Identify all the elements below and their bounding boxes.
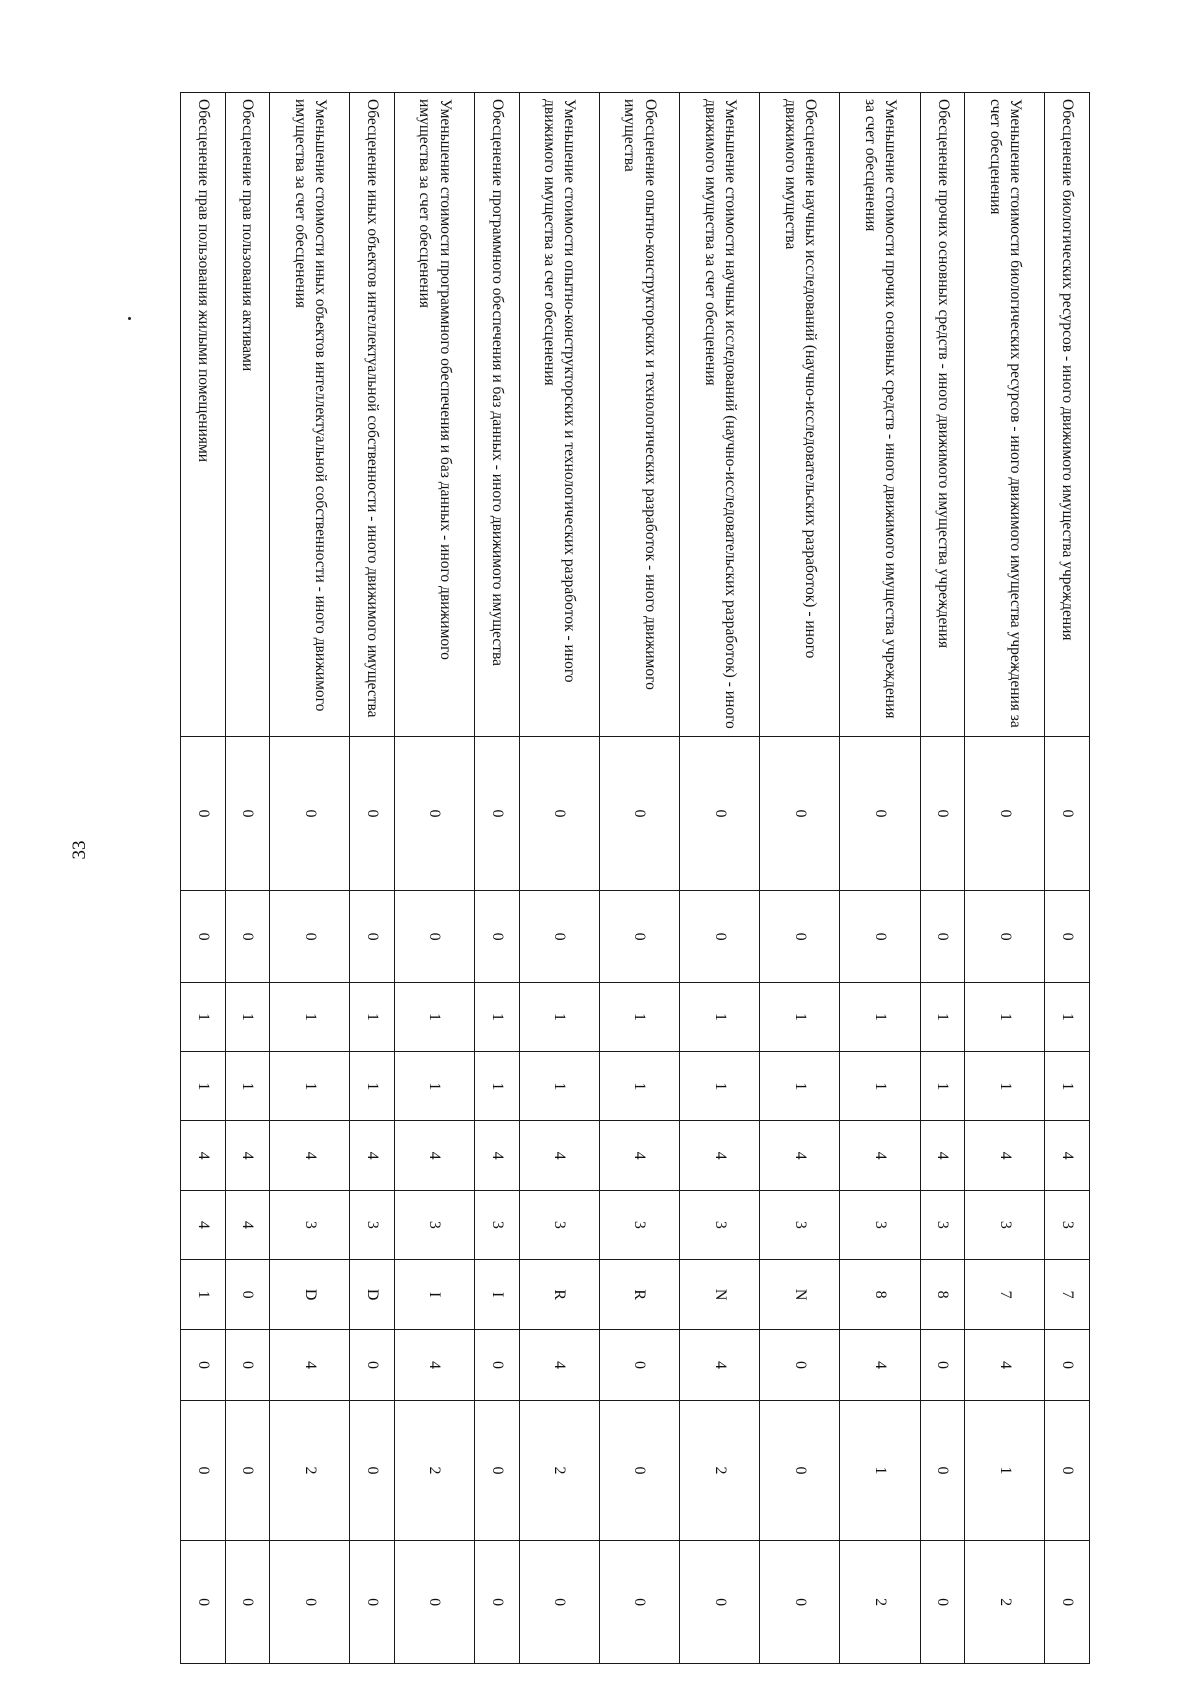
code-digit-8: 0 [350,1330,395,1400]
code-digit-9: 2 [519,1400,599,1541]
code-digit-2: 0 [965,891,1045,983]
code-digit-9: 0 [599,1400,679,1541]
code-digit-2: 0 [760,891,840,983]
code-digit-5: 4 [519,1121,599,1190]
account-description: Обесценение опытно-конструкторских и технологических разработок - иного движимого имущества [599,93,679,737]
code-digit-2: 0 [475,891,520,983]
code-digit-7: 8 [840,1259,920,1329]
code-digit-10: 0 [680,1541,760,1664]
table-row [475,93,520,1664]
table-row [1045,93,1090,1664]
code-digit-10: 2 [840,1541,920,1664]
code-digit-3: 1 [270,982,350,1051]
code-digit-8: 4 [270,1330,350,1400]
code-digit-10: 0 [1045,1541,1090,1664]
code-digit-6: 3 [519,1190,599,1259]
code-digit-9: 2 [680,1400,760,1541]
account-description: Уменьшение стоимости научных исследований (научно-исследовательских разработок) - иного движимого имущества за счет обесценения [680,93,760,737]
code-digit-9: 0 [475,1400,520,1541]
code-digit-5: 4 [840,1121,920,1190]
code-digit-3: 1 [1045,982,1090,1051]
code-digit-7: D [270,1259,350,1329]
table-row [394,93,474,1664]
code-digit-8: 4 [840,1330,920,1400]
code-digit-10: 0 [599,1541,679,1664]
code-digit-9: 0 [920,1400,965,1541]
code-digit-9: 0 [181,1400,226,1541]
code-digit-1: 0 [181,736,226,891]
table-row [270,93,350,1664]
account-description: Обесценение программного обеспечения и баз данных - иного движимого имущества [475,93,520,737]
page-number: 33 [69,840,90,860]
code-digit-10: 0 [760,1541,840,1664]
code-digit-2: 0 [519,891,599,983]
code-digit-7: 0 [225,1259,270,1329]
code-digit-3: 1 [350,982,395,1051]
code-digit-6: 3 [350,1190,395,1259]
code-digit-2: 0 [181,891,226,983]
code-digit-10: 0 [394,1541,474,1664]
rotated-table-wrapper [180,92,1090,1664]
code-digit-6: 3 [680,1190,760,1259]
code-digit-10: 0 [350,1541,395,1664]
code-digit-1: 0 [270,736,350,891]
table-row [965,93,1045,1664]
code-digit-2: 0 [1045,891,1090,983]
code-digit-6: 4 [181,1190,226,1259]
code-digit-8: 0 [225,1330,270,1400]
account-description: Уменьшение стоимости опытно-конструкторских и технологических разработок - иного движимого имущества за счет обесценения [519,93,599,737]
account-description: Уменьшение стоимости биологических ресурсов - иного движимого имущества учреждения за счет обесценения [965,93,1045,737]
table-row [680,93,760,1664]
code-digit-9: 0 [350,1400,395,1541]
code-digit-1: 0 [519,736,599,891]
code-digit-5: 4 [965,1121,1045,1190]
code-digit-10: 0 [519,1541,599,1664]
code-digit-4: 1 [181,1052,226,1121]
code-digit-8: 0 [181,1330,226,1400]
code-digit-5: 4 [1045,1121,1090,1190]
code-digit-9: 1 [840,1400,920,1541]
accounts-table [180,92,1090,1664]
code-digit-1: 0 [1045,736,1090,891]
code-digit-6: 3 [394,1190,474,1259]
table-row [225,93,270,1664]
code-digit-9: 0 [225,1400,270,1541]
account-description: Обесценение прочих основных средств - иного движимого имущества учреждения [920,93,965,737]
code-digit-4: 1 [840,1052,920,1121]
code-digit-2: 0 [840,891,920,983]
code-digit-7: D [350,1259,395,1329]
code-digit-1: 0 [475,736,520,891]
code-digit-5: 4 [181,1121,226,1190]
code-digit-3: 1 [519,982,599,1051]
code-digit-1: 0 [394,736,474,891]
code-digit-5: 4 [350,1121,395,1190]
code-digit-6: 3 [1045,1190,1090,1259]
code-digit-2: 0 [680,891,760,983]
code-digit-3: 1 [840,982,920,1051]
code-digit-9: 0 [760,1400,840,1541]
account-description: Обесценение научных исследований (научно-исследовательских разработок) - иного движимого имущества [760,93,840,737]
code-digit-8: 0 [1045,1330,1090,1400]
code-digit-10: 0 [270,1541,350,1664]
code-digit-3: 1 [599,982,679,1051]
table-body [181,93,1090,1664]
code-digit-4: 1 [599,1052,679,1121]
code-digit-5: 4 [270,1121,350,1190]
code-digit-8: 4 [965,1330,1045,1400]
code-digit-7: I [394,1259,474,1329]
code-digit-6: 3 [920,1190,965,1259]
table-row [519,93,599,1664]
table-row [350,93,395,1664]
code-digit-7: N [680,1259,760,1329]
table-row [760,93,840,1664]
code-digit-4: 1 [1045,1052,1090,1121]
code-digit-6: 3 [270,1190,350,1259]
code-digit-6: 3 [599,1190,679,1259]
code-digit-8: 4 [394,1330,474,1400]
account-description: Обесценение прав пользования жилыми помещениями [181,93,226,737]
table-row [840,93,920,1664]
code-digit-5: 4 [680,1121,760,1190]
code-digit-3: 1 [225,982,270,1051]
code-digit-3: 1 [181,982,226,1051]
code-digit-10: 0 [181,1541,226,1664]
code-digit-4: 1 [760,1052,840,1121]
code-digit-4: 1 [394,1052,474,1121]
code-digit-3: 1 [475,982,520,1051]
code-digit-2: 0 [920,891,965,983]
code-digit-5: 4 [225,1121,270,1190]
code-digit-4: 1 [475,1052,520,1121]
code-digit-10: 2 [965,1541,1045,1664]
account-description: Обесценение биологических ресурсов - иного движимого имущества учреждения [1045,93,1090,737]
code-digit-7: 7 [965,1259,1045,1329]
account-description: Уменьшение стоимости программного обеспечения и баз данных - иного движимого имущества за счет обесценения [394,93,474,737]
code-digit-5: 4 [760,1121,840,1190]
code-digit-2: 0 [350,891,395,983]
code-digit-5: 4 [599,1121,679,1190]
code-digit-1: 0 [680,736,760,891]
account-description: Обесценение прав пользования активами [225,93,270,737]
code-digit-7: 7 [1045,1259,1090,1329]
code-digit-4: 1 [225,1052,270,1121]
code-digit-2: 0 [394,891,474,983]
account-description: Уменьшение стоимости иных объектов интеллектуальной собственности - иного движимого имущества за счет обесценения [270,93,350,737]
code-digit-6: 3 [840,1190,920,1259]
code-digit-1: 0 [225,736,270,891]
table-row [920,93,965,1664]
code-digit-8: 4 [680,1330,760,1400]
code-digit-3: 1 [394,982,474,1051]
code-digit-6: 4 [225,1190,270,1259]
code-digit-10: 0 [920,1541,965,1664]
table-row [181,93,226,1664]
code-digit-3: 1 [965,982,1045,1051]
code-digit-2: 0 [225,891,270,983]
code-digit-7: 8 [920,1259,965,1329]
code-digit-8: 4 [519,1330,599,1400]
code-digit-1: 0 [840,736,920,891]
code-digit-4: 1 [680,1052,760,1121]
code-digit-1: 0 [350,736,395,891]
table-row [599,93,679,1664]
code-digit-7: 1 [181,1259,226,1329]
code-digit-9: 2 [270,1400,350,1541]
code-digit-1: 0 [760,736,840,891]
code-digit-10: 0 [225,1541,270,1664]
code-digit-8: 0 [760,1330,840,1400]
code-digit-4: 1 [270,1052,350,1121]
account-description: Обесценение иных объектов интеллектуальной собственности - иного движимого имущества [350,93,395,737]
code-digit-3: 1 [680,982,760,1051]
code-digit-2: 0 [599,891,679,983]
code-digit-5: 4 [920,1121,965,1190]
code-digit-7: I [475,1259,520,1329]
code-digit-2: 0 [270,891,350,983]
code-digit-7: R [599,1259,679,1329]
code-digit-7: R [519,1259,599,1329]
code-digit-6: 3 [475,1190,520,1259]
code-digit-4: 1 [965,1052,1045,1121]
code-digit-9: 2 [394,1400,474,1541]
code-digit-9: 0 [1045,1400,1090,1541]
code-digit-4: 1 [350,1052,395,1121]
code-digit-1: 0 [599,736,679,891]
code-digit-4: 1 [519,1052,599,1121]
code-digit-8: 0 [599,1330,679,1400]
code-digit-5: 4 [475,1121,520,1190]
code-digit-5: 4 [394,1121,474,1190]
stray-mark [128,317,131,320]
code-digit-7: N [760,1259,840,1329]
code-digit-3: 1 [920,982,965,1051]
code-digit-1: 0 [965,736,1045,891]
code-digit-10: 0 [475,1541,520,1664]
code-digit-6: 3 [760,1190,840,1259]
account-description: Уменьшение стоимости прочих основных средств - иного движимого имущества учреждения за счет обесценения [840,93,920,737]
code-digit-6: 3 [965,1190,1045,1259]
code-digit-8: 0 [920,1330,965,1400]
code-digit-4: 1 [920,1052,965,1121]
code-digit-1: 0 [920,736,965,891]
code-digit-9: 1 [965,1400,1045,1541]
code-digit-8: 0 [475,1330,520,1400]
code-digit-3: 1 [760,982,840,1051]
